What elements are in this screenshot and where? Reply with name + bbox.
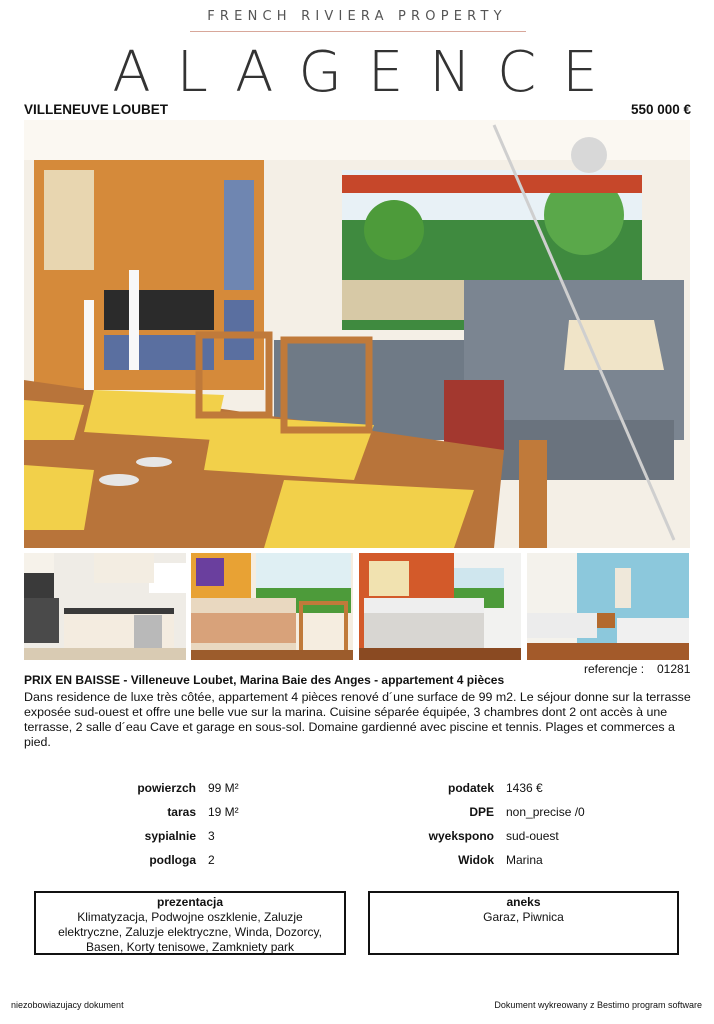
reference-label: referencje : [584, 662, 645, 676]
features-text: Klimatyzacja, Podwojne oszklenie, Zaluzje elektryczne, Zaluzje elektryczne, Winda, Dozorcy, Basen, Korty tenisowe, Zamkniety park [58, 910, 322, 954]
listing-headline: PRIX EN BAISSE - Villeneuve Loubet, Marina Baie des Anges - appartement 4 pièces [24, 673, 505, 687]
footer-credit: Dokument wykreowany z Bestimo program software [494, 1000, 702, 1010]
kitchen-thumbnail [24, 553, 186, 660]
main-property-photo [24, 120, 690, 548]
spec-value-terrace: 19 M² [208, 805, 239, 819]
spec-label-exposure: wyekspono [428, 829, 494, 843]
property-price: 550 000 € [630, 102, 691, 117]
spec-label-area: powierzch [137, 781, 196, 795]
brand-tagline: FRENCH RIVIERA PROPERTY [207, 9, 507, 24]
annex-box [368, 891, 679, 955]
spec-value-tax: 1436 € [506, 781, 543, 795]
annex-text: Garaz, Piwnica [483, 910, 564, 924]
listing-description: Dans residence de luxe très côtée, appartement 4 pièces renové d´une surface de 99 m2. Le séjour donne sur la terrasse exposée sud-ouest et offre une belle vue sur la marina. Cuisine séparée équipée, 3 chambres dont 2 ont accès à une terrasse, 2 salle d´eau Cave et garage en sous-sol. Domaine gardienné avec piscine et tennis. Plages et commerces a pied. [24, 690, 691, 749]
footer-disclaimer: niezobowiazujacy dokument [11, 1000, 124, 1010]
property-location: VILLENEUVE LOUBET [24, 102, 169, 117]
spec-value-dpe: non_precise /0 [506, 805, 585, 819]
spec-label-floor: podloga [149, 853, 196, 867]
reference-number: 01281 [657, 662, 691, 676]
spec-label-bedrooms: sypialnie [144, 829, 196, 843]
features-title: prezentacja [156, 895, 224, 909]
tagline-divider [190, 31, 526, 32]
annex-title: aneks [506, 895, 541, 909]
features-box [34, 891, 346, 955]
agency-logo-text: ALAGENCE [112, 40, 624, 105]
spec-value-area: 99 M² [208, 781, 239, 795]
bedroom-thumbnail-1 [191, 553, 353, 660]
spec-value-view: Marina [506, 853, 543, 867]
spec-label-tax: podatek [447, 781, 494, 795]
spec-label-terrace: taras [167, 805, 196, 819]
spec-value-floor: 2 [208, 853, 215, 867]
bedroom-thumbnail-3 [527, 553, 689, 660]
spec-label-dpe: DPE [469, 805, 494, 819]
spec-value-bedrooms: 3 [208, 829, 215, 843]
bedroom-thumbnail-2 [359, 553, 521, 660]
spec-value-exposure: sud-ouest [506, 829, 559, 843]
spec-label-view: Widok [458, 853, 494, 867]
